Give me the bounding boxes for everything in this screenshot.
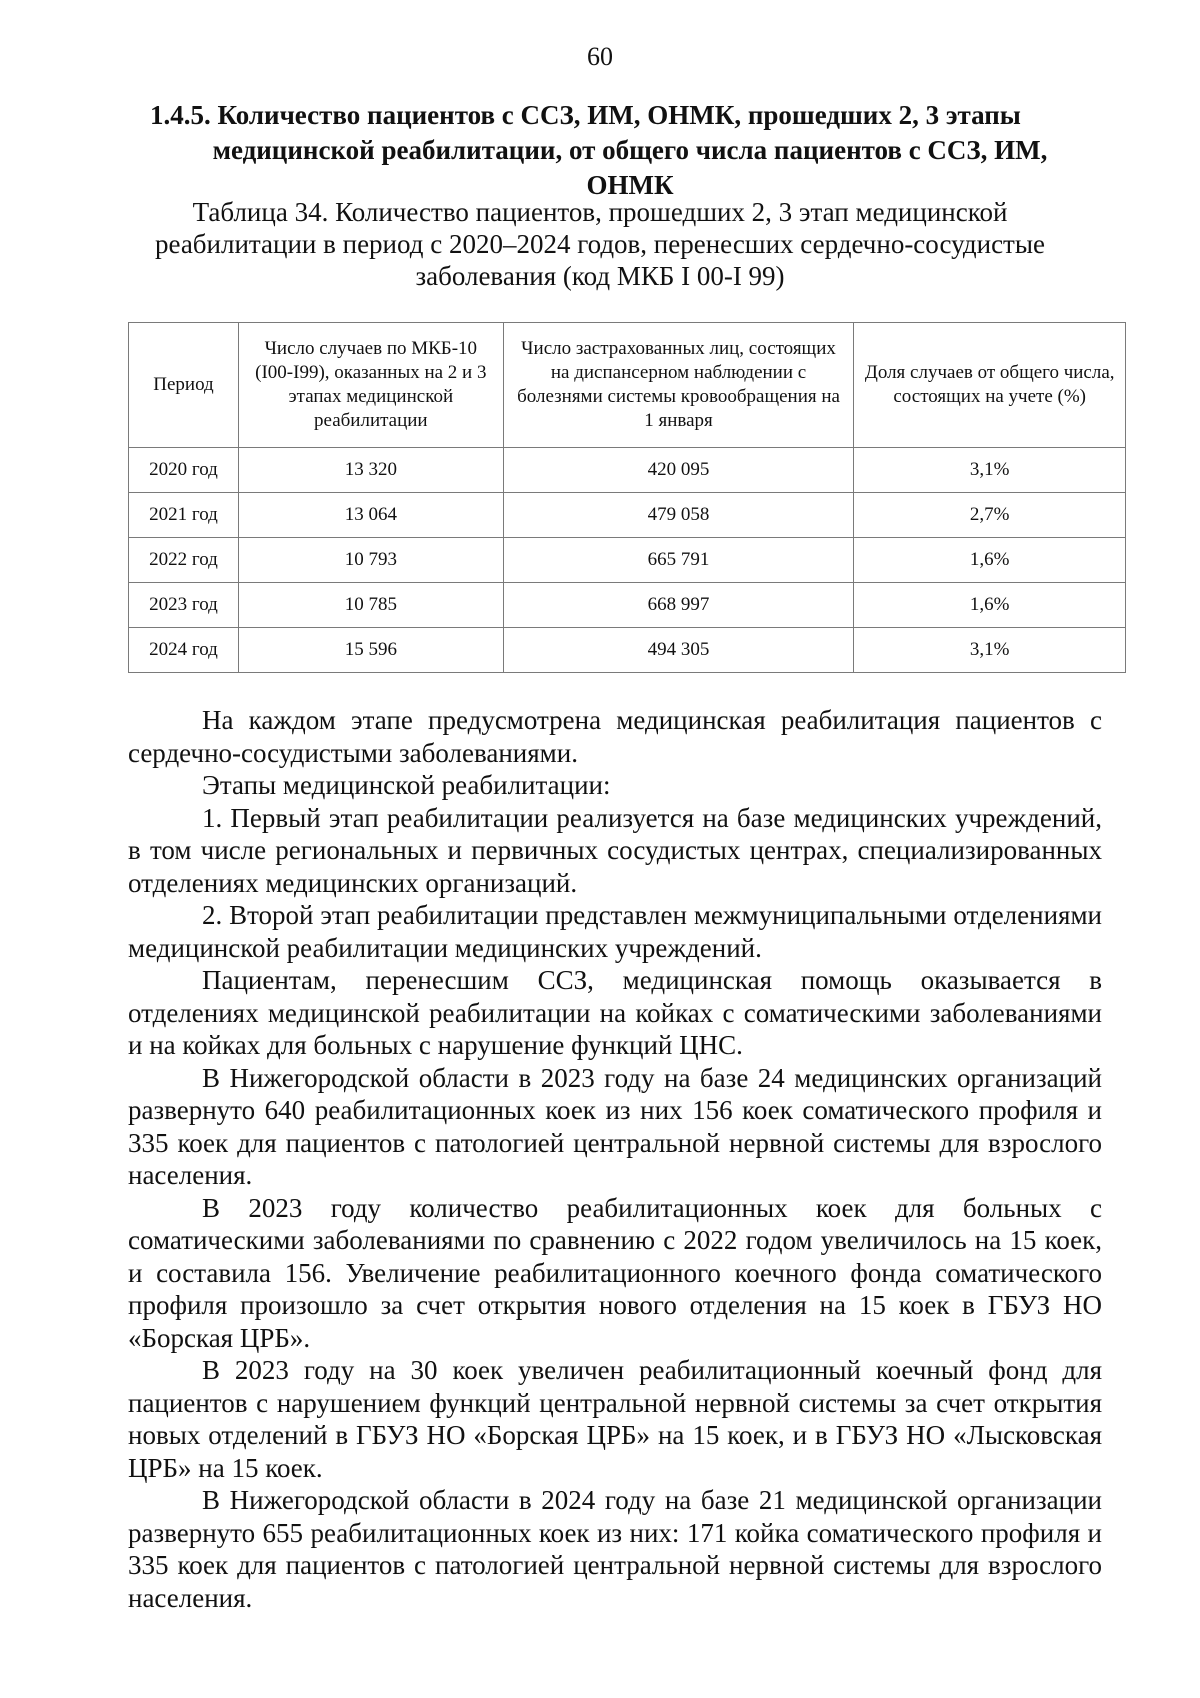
cell-cases: 15 596 [239,628,504,673]
cell-share: 3,1% [854,448,1126,493]
table-row [129,628,1126,673]
paragraph: 2. Второй этап реабилитации представлен межмуниципальными отделениями медицинской реабилитации медицинских учреждений. [128,900,1102,963]
table-header-row [129,323,1126,448]
table-row [129,538,1126,583]
paragraph: В 2023 году на 30 коек увеличен реабилитационный коечный фонд для пациентов с нарушением функций центральной нервной системы за счет открытия новых отделений в ГБУЗ НО «Борская ЦРБ» на 15 коек, и в ГБУЗ НО «Лысковская ЦРБ» на 15 коек. [128,1355,1102,1483]
page-number: 60 [587,42,613,71]
body-text [128,704,1102,1614]
cell-cases: 10 785 [239,583,504,628]
paragraph: В 2023 году количество реабилитационных коек для больных с соматическими заболеваниями по сравнению с 2022 годом увеличилось на 15 коек, и составила 156. Увеличение реабилитационного коечного фонда соматического профиля произошло за счет открытия нового отделения на 15 коек в ГБУЗ НО «Борская ЦРБ». [128,1192,1102,1353]
table-caption: Таблица 34. Количество пациентов, прошедших 2, 3 этап медицинской реабилитации в период с 2020–2024 годов, перенесших сердечно-сосудистые заболевания (код МКБ I 00-I 99) [155,197,1045,291]
cell-cases: 10 793 [239,538,504,583]
table-row [129,493,1126,538]
cell-period: 2020 год [129,448,239,493]
paragraph: 1. Первый этап реабилитации реализуется на базе медицинских учреждений, в том числе региональных и первичных сосудистых центрах, специализированных отделениях медицинских организаций. [128,802,1102,898]
paragraph: Этапы медицинской реабилитации: [202,770,611,800]
cell-period: 2021 год [129,493,239,538]
cell-share: 1,6% [854,538,1126,583]
cell-period: 2022 год [129,538,239,583]
cell-period: 2023 год [129,583,239,628]
section-heading-line-2: медицинской реабилитации, от общего числа пациентов с ССЗ, ИМ, ОНМК [212,135,1048,200]
cell-cases: 13 320 [239,448,504,493]
cell-insured: 420 095 [503,448,854,493]
data-table [128,322,1126,673]
section-heading-line-1: 1.4.5. Количество пациентов с ССЗ, ИМ, ОНМК, прошедших 2, 3 этапы [150,100,1021,130]
header-insured: Число застрахованных лиц, состоящих на диспансерном наблюдении с болезнями системы кровообращения на 1 января [503,323,854,448]
paragraph: В Нижегородской области в 2024 году на базе 21 медицинской организации развернуто 655 реабилитационных коек из них: 171 койка соматического профиля и 335 коек для пациентов с патологией центральной нервной системы для взрослого населения. [128,1485,1102,1613]
paragraph: На каждом этапе предусмотрена медицинская реабилитация пациентов с сердечно-сосудистыми заболеваниями. [128,705,1102,768]
paragraph: Пациентам, перенесшим ССЗ, медицинская помощь оказывается в отделениях медицинской реабилитации на койках с соматическими заболеваниями и на койках для больных с нарушение функций ЦНС. [128,965,1102,1060]
cell-insured: 665 791 [503,538,854,583]
cell-period: 2024 год [129,628,239,673]
section-heading [150,98,1080,203]
header-share: Доля случаев от общего числа, состоящих на учете (%) [854,323,1126,448]
cell-share: 3,1% [854,628,1126,673]
header-cases: Число случаев по МКБ-10 (I00-I99), оказанных на 2 и 3 этапах медицинской реабилитации [239,323,504,448]
cell-insured: 479 058 [503,493,854,538]
cell-share: 2,7% [854,493,1126,538]
cell-cases: 13 064 [239,493,504,538]
header-period: Период [129,323,239,448]
paragraph: В Нижегородской области в 2023 году на базе 24 медицинских организаций развернуто 640 реабилитационных коек из них 156 коек соматического профиля и 335 коек для пациентов с патологией центральной нервной системы для взрослого населения. [128,1062,1102,1190]
cell-insured: 668 997 [503,583,854,628]
table-row [129,583,1126,628]
cell-insured: 494 305 [503,628,854,673]
cell-share: 1,6% [854,583,1126,628]
table-row [129,448,1126,493]
